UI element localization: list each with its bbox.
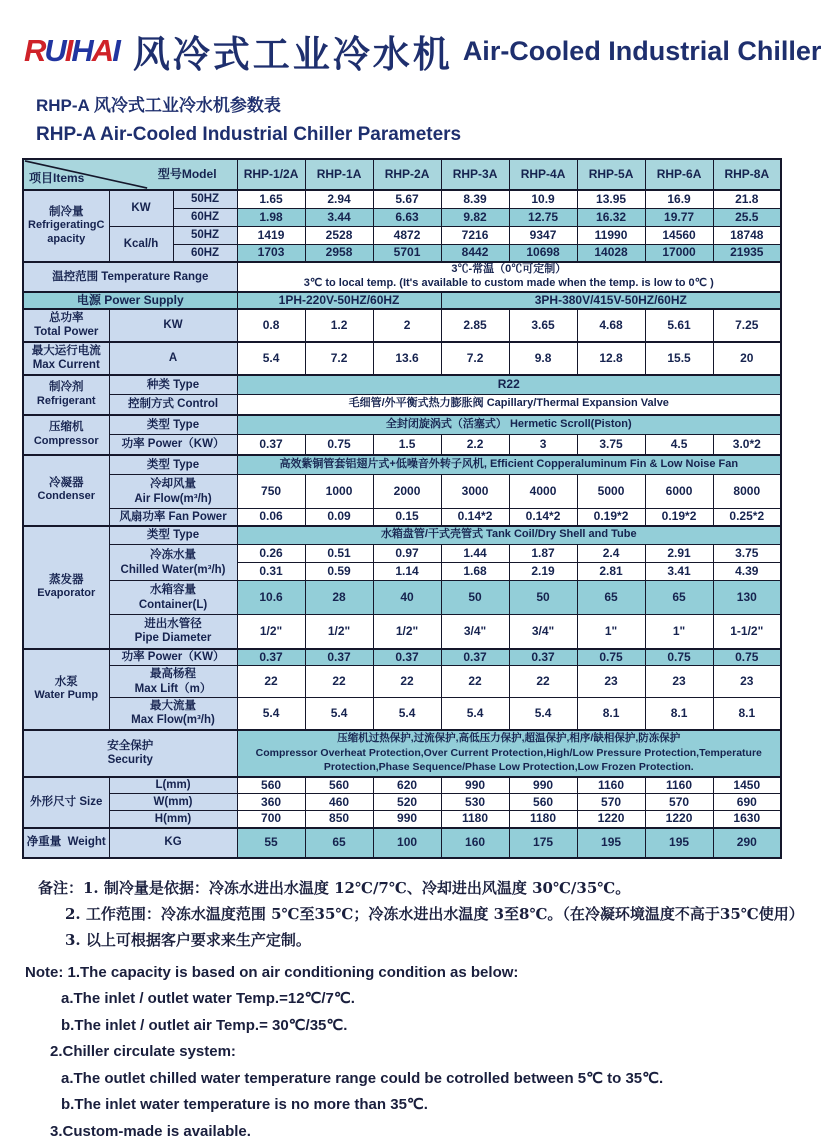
value-cell: 17000 (645, 244, 713, 262)
value-cell: 0.59 (305, 563, 373, 581)
label-chilled-water: 冷冻水量 Chilled Water(m³/h) (109, 545, 237, 581)
value-cell: 0.75 (577, 649, 645, 666)
value-cell: 23 (577, 666, 645, 698)
model-header: RHP-3A (441, 159, 509, 190)
unit-label-kcal: Kcal/h (109, 226, 173, 262)
value-cell: 1450 (713, 777, 781, 794)
section-label-condenser: 冷凝器 Condenser (23, 455, 109, 526)
value-cell: 460 (305, 794, 373, 811)
value-cell: 2958 (305, 244, 373, 262)
value-cell: 1/2" (237, 615, 305, 649)
note-line: a.The outlet chilled water temperature range could be cotrolled between 5℃ to 35℃. (25, 1066, 800, 1093)
value-cell: 3 (509, 435, 577, 455)
table-row (23, 455, 781, 475)
unit-label-kw: KW (109, 190, 173, 226)
value-cell: 1-1/2" (713, 615, 781, 649)
value-cell: 7.25 (713, 309, 781, 342)
value-cell: 5.4 (373, 698, 441, 730)
value-cell: 360 (237, 794, 305, 811)
label-max-current: 最大运行电流 Max Current (23, 342, 109, 375)
notes-english (25, 960, 800, 1145)
label-max-lift: 最高杨程 Max Lift（m） (109, 666, 237, 698)
table-row (23, 666, 781, 698)
label-width: W(mm) (109, 794, 237, 811)
value-cell: 1220 (577, 811, 645, 828)
value-cell: 3.0*2 (713, 435, 781, 455)
value-cell: 40 (373, 581, 441, 615)
table-row (23, 581, 781, 615)
logo-letter: A (92, 33, 112, 68)
value-cell: 8.1 (645, 698, 713, 730)
value-cell: 1.44 (441, 545, 509, 563)
value-cell: 520 (373, 794, 441, 811)
label-total-power: 总功率 Total Power (23, 309, 109, 342)
note-line: 2. 工作范围：冷冻水温度范围 5℃至35℃；冷冻水进出水温度 3至8℃。（在冷凝环境温度不高于35℃使用） (38, 901, 800, 927)
table-row (23, 509, 781, 526)
label-refrigerant-control: 控制方式 Control (109, 395, 237, 415)
value-cell: 5.4 (509, 698, 577, 730)
security-value: 压缩机过热保护,过流保护,高低压力保护,超温保护,相序/缺相保护,防冻保护 Compressor Overheat Protection,Over Current Protection,High/Low Pressure Protection,Temperature Protection,Phase Sequence/Phase Low Protection,Low Frozen Protection. (237, 730, 781, 777)
table-row (23, 190, 781, 208)
label-security: 安全保护 Security (23, 730, 237, 777)
value-cell: 560 (509, 794, 577, 811)
notes-chinese (38, 875, 800, 953)
value-cell: 5701 (373, 244, 441, 262)
value-cell: 18748 (713, 226, 781, 244)
value-cell: 690 (713, 794, 781, 811)
unit-label-kg: KG (109, 828, 237, 858)
value-cell: 10.9 (509, 190, 577, 208)
value-cell: 5.67 (373, 190, 441, 208)
value-cell: 10698 (509, 244, 577, 262)
value-cell: 195 (577, 828, 645, 858)
value-cell: 8.1 (713, 698, 781, 730)
value-cell: 50 (509, 581, 577, 615)
value-cell: 700 (237, 811, 305, 828)
note-line: 3. 以上可根据客户要求来生产定制。 (38, 927, 800, 953)
power-supply-3ph: 3PH-380V/415V-50HZ/60HZ (441, 292, 781, 309)
value-cell: 750 (237, 475, 305, 509)
value-cell: 0.14*2 (509, 509, 577, 526)
value-cell: 6000 (645, 475, 713, 509)
value-cell: 2.81 (577, 563, 645, 581)
value-cell: 22 (237, 666, 305, 698)
table-row (23, 342, 781, 375)
value-cell: 0.75 (305, 435, 373, 455)
evaporator-type-value: 水箱盘管/干式壳管式 Tank Coil/Dry Shell and Tube (237, 526, 781, 545)
note-line: Note: 1.The capacity is based on air conditioning condition as below: (25, 960, 800, 987)
value-cell: 1" (645, 615, 713, 649)
logo-letter: U (44, 33, 64, 68)
table-row (23, 615, 781, 649)
value-cell: 5.4 (441, 698, 509, 730)
value-cell: 23 (713, 666, 781, 698)
value-cell: 2.94 (305, 190, 373, 208)
value-cell: 175 (509, 828, 577, 858)
label-pump-power: 功率 Power（KW） (109, 649, 237, 666)
value-cell: 5.4 (237, 342, 305, 375)
value-cell: 9.8 (509, 342, 577, 375)
table-row (23, 375, 781, 395)
value-cell: 25.5 (713, 208, 781, 226)
value-cell: 1703 (237, 244, 305, 262)
table-row (23, 698, 781, 730)
value-cell: 3.44 (305, 208, 373, 226)
label-height: H(mm) (109, 811, 237, 828)
label-temp-range: 温控范围 Temperature Range (23, 262, 237, 292)
model-header: RHP-2A (373, 159, 441, 190)
parameters-table (22, 158, 782, 859)
value-cell: 16.9 (645, 190, 713, 208)
freq-label-50hz: 50HZ (173, 226, 237, 244)
note-line: b.The inlet / outlet air Temp.= 30℃/35℃. (25, 1013, 800, 1040)
label-max-flow: 最大流量 Max Flow(m³/h) (109, 698, 237, 730)
table-row (23, 811, 781, 828)
value-cell: 2.2 (441, 435, 509, 455)
table-row (23, 730, 781, 777)
value-cell: 130 (713, 581, 781, 615)
label-evaporator-type: 类型 Type (109, 526, 237, 545)
value-cell: 0.14*2 (441, 509, 509, 526)
value-cell: 3000 (441, 475, 509, 509)
value-cell: 850 (305, 811, 373, 828)
value-cell: 0.26 (237, 545, 305, 563)
logo-letter: H (71, 33, 91, 68)
power-supply-1ph: 1PH-220V-50HZ/60HZ (237, 292, 441, 309)
value-cell: 0.37 (237, 649, 305, 666)
value-cell: 560 (237, 777, 305, 794)
label-air-flow: 冷却风量 Air Flow(m³/h) (109, 475, 237, 509)
value-cell: 7216 (441, 226, 509, 244)
label-power-supply: 电源 Power Supply (23, 292, 237, 309)
corner-model-label: 型号Model (158, 167, 217, 182)
value-cell: 65 (305, 828, 373, 858)
value-cell: 5000 (577, 475, 645, 509)
value-cell: 1.65 (237, 190, 305, 208)
condenser-type-value: 高效紫铜管套铝翅片式+低噪音外转子风机, Efficient Copperaluminum Fin & Low Noise Fan (237, 455, 781, 475)
value-cell: 0.25*2 (713, 509, 781, 526)
table-row (23, 794, 781, 811)
section-label-size: 外形尺寸 Size (23, 777, 109, 828)
value-cell: 3.75 (577, 435, 645, 455)
value-cell: 65 (577, 581, 645, 615)
compressor-type-value: 全封闭旋涡式（活塞式） Hermetic Scroll(Piston) (237, 415, 781, 435)
value-cell: 2.19 (509, 563, 577, 581)
value-cell: 560 (305, 777, 373, 794)
unit-label-kw: KW (109, 309, 237, 342)
unit-label-a: A (109, 342, 237, 375)
label-pipe-diameter: 进出水管径 Pipe Diameter (109, 615, 237, 649)
value-cell: 1/2" (305, 615, 373, 649)
value-cell: 1180 (441, 811, 509, 828)
value-cell: 2.91 (645, 545, 713, 563)
value-cell: 5.4 (305, 698, 373, 730)
table-row (23, 292, 781, 309)
table-row (23, 475, 781, 509)
value-cell: 1220 (645, 811, 713, 828)
label-compressor-type: 类型 Type (109, 415, 237, 435)
value-cell: 0.75 (713, 649, 781, 666)
value-cell: 8000 (713, 475, 781, 509)
value-cell: 990 (373, 811, 441, 828)
section-label-capacity: 制冷量 RefrigeratingCapacity (23, 190, 109, 262)
value-cell: 4.68 (577, 309, 645, 342)
value-cell: 530 (441, 794, 509, 811)
value-cell: 5.61 (645, 309, 713, 342)
value-cell: 4.39 (713, 563, 781, 581)
value-cell: 0.09 (305, 509, 373, 526)
value-cell: 0.37 (441, 649, 509, 666)
value-cell: 14028 (577, 244, 645, 262)
value-cell: 2528 (305, 226, 373, 244)
value-cell: 0.37 (305, 649, 373, 666)
value-cell: 1000 (305, 475, 373, 509)
label-container: 水箱容量 Container(L) (109, 581, 237, 615)
model-header: RHP-6A (645, 159, 713, 190)
page-title-en: Air-Cooled Industrial Chiller (463, 36, 821, 67)
value-cell: 22 (509, 666, 577, 698)
label-length: L(mm) (109, 777, 237, 794)
value-cell: 620 (373, 777, 441, 794)
value-cell: 0.37 (373, 649, 441, 666)
value-cell: 2.85 (441, 309, 509, 342)
value-cell: 22 (305, 666, 373, 698)
table-row (23, 828, 781, 858)
model-header: RHP-1/2A (237, 159, 305, 190)
value-cell: 0.15 (373, 509, 441, 526)
model-header: RHP-5A (577, 159, 645, 190)
value-cell: 290 (713, 828, 781, 858)
freq-label-60hz: 60HZ (173, 208, 237, 226)
value-cell: 0.19*2 (577, 509, 645, 526)
table-row (23, 777, 781, 794)
note-line: b.The inlet water temperature is no more than 35℃. (25, 1092, 800, 1119)
value-cell: 100 (373, 828, 441, 858)
label-condenser-type: 类型 Type (109, 455, 237, 475)
temp-range-value: 3℃-常温（0℃可定制） 3℃ to local temp. (It's available to custom made when the temp. is low to 0℃ ) (237, 262, 781, 292)
value-cell: 1" (577, 615, 645, 649)
value-cell: 4000 (509, 475, 577, 509)
value-cell: 990 (441, 777, 509, 794)
value-cell: 7.2 (441, 342, 509, 375)
value-cell: 3/4" (509, 615, 577, 649)
label-fan-power: 风扇功率 Fan Power (109, 509, 237, 526)
model-header: RHP-8A (713, 159, 781, 190)
value-cell: 1.87 (509, 545, 577, 563)
value-cell: 19.77 (645, 208, 713, 226)
value-cell: 16.32 (577, 208, 645, 226)
value-cell: 1.5 (373, 435, 441, 455)
note-line: a.The inlet / outlet water Temp.=12℃/7℃. (25, 986, 800, 1013)
value-cell: 13.95 (577, 190, 645, 208)
table-row (23, 395, 781, 415)
value-cell: 1.98 (237, 208, 305, 226)
section-label-evaporator: 蒸发器 Evaporator (23, 526, 109, 649)
value-cell: 1419 (237, 226, 305, 244)
table-row (23, 309, 781, 342)
value-cell: 2.4 (577, 545, 645, 563)
model-header: RHP-4A (509, 159, 577, 190)
value-cell: 65 (645, 581, 713, 615)
value-cell: 0.37 (509, 649, 577, 666)
section-label-refrigerant: 制冷剂 Refrigerant (23, 375, 109, 415)
value-cell: 1.68 (441, 563, 509, 581)
value-cell: 14560 (645, 226, 713, 244)
value-cell: 0.19*2 (645, 509, 713, 526)
ruihai-logo (24, 33, 119, 69)
value-cell: 21.8 (713, 190, 781, 208)
value-cell: 3.41 (645, 563, 713, 581)
value-cell: 160 (441, 828, 509, 858)
table-row (23, 226, 781, 244)
refrigerant-type-value: R22 (237, 375, 781, 395)
value-cell: 9.82 (441, 208, 509, 226)
value-cell: 10.6 (237, 581, 305, 615)
subtitle-zh: RHP-A 风冷式工业冷水机参数表 (36, 91, 800, 116)
table-corner-cell (23, 159, 237, 190)
label-weight: 净重量 Weight (23, 828, 109, 858)
freq-label-50hz: 50HZ (173, 190, 237, 208)
value-cell: 1/2" (373, 615, 441, 649)
label-refrigerant-kind: 种类 Type (109, 375, 237, 395)
value-cell: 8442 (441, 244, 509, 262)
value-cell: 0.31 (237, 563, 305, 581)
value-cell: 570 (577, 794, 645, 811)
value-cell: 0.75 (645, 649, 713, 666)
corner-items-label: 项目Items (29, 171, 84, 186)
value-cell: 0.8 (237, 309, 305, 342)
value-cell: 2 (373, 309, 441, 342)
value-cell: 12.8 (577, 342, 645, 375)
value-cell: 9347 (509, 226, 577, 244)
value-cell: 3.65 (509, 309, 577, 342)
value-cell: 1160 (577, 777, 645, 794)
value-cell: 23 (645, 666, 713, 698)
value-cell: 2000 (373, 475, 441, 509)
value-cell: 22 (373, 666, 441, 698)
table-header-row (23, 159, 781, 190)
table-row (23, 415, 781, 435)
value-cell: 6.63 (373, 208, 441, 226)
value-cell: 1.14 (373, 563, 441, 581)
value-cell: 21935 (713, 244, 781, 262)
value-cell: 11990 (577, 226, 645, 244)
refrigerant-control-value: 毛细管/外平衡式热力膨胀阀 Capillary/Thermal Expansion Valve (237, 395, 781, 415)
value-cell: 12.75 (509, 208, 577, 226)
logo-letter: R (24, 33, 44, 68)
logo-letter: I (112, 33, 119, 68)
value-cell: 1160 (645, 777, 713, 794)
value-cell: 55 (237, 828, 305, 858)
value-cell: 1.2 (305, 309, 373, 342)
value-cell: 570 (645, 794, 713, 811)
value-cell: 22 (441, 666, 509, 698)
page-header (0, 0, 800, 78)
value-cell: 0.06 (237, 509, 305, 526)
subtitle-en: RHP-A Air-Cooled Industrial Chiller Parameters (36, 124, 800, 146)
table-row (23, 526, 781, 545)
value-cell: 20 (713, 342, 781, 375)
value-cell: 0.97 (373, 545, 441, 563)
table-row (23, 649, 781, 666)
model-header: RHP-1A (305, 159, 373, 190)
section-label-water-pump: 水泵 Water Pump (23, 649, 109, 730)
label-compressor-power: 功率 Power（KW） (109, 435, 237, 455)
section-label-compressor: 压缩机 Compressor (23, 415, 109, 455)
value-cell: 1180 (509, 811, 577, 828)
freq-label-60hz: 60HZ (173, 244, 237, 262)
value-cell: 13.6 (373, 342, 441, 375)
value-cell: 0.37 (237, 435, 305, 455)
value-cell: 5.4 (237, 698, 305, 730)
note-line: 3.Custom-made is available. (25, 1119, 800, 1145)
value-cell: 28 (305, 581, 373, 615)
value-cell: 7.2 (305, 342, 373, 375)
logo-letter: I (65, 33, 72, 68)
value-cell: 50 (441, 581, 509, 615)
note-line: 2.Chiller circulate system: (25, 1039, 800, 1066)
value-cell: 3/4" (441, 615, 509, 649)
table-row (23, 435, 781, 455)
page-title-zh: 风冷式工业冷水机 (133, 24, 453, 78)
value-cell: 990 (509, 777, 577, 794)
note-line: 备注：1. 制冷量是依据：冷冻水进出水温度 12℃/7℃、冷却进出风温度 30℃/35℃。 (38, 875, 800, 901)
value-cell: 0.51 (305, 545, 373, 563)
table-row (23, 545, 781, 563)
value-cell: 4872 (373, 226, 441, 244)
value-cell: 8.1 (577, 698, 645, 730)
value-cell: 1630 (713, 811, 781, 828)
value-cell: 195 (645, 828, 713, 858)
value-cell: 15.5 (645, 342, 713, 375)
table-row (23, 262, 781, 292)
value-cell: 4.5 (645, 435, 713, 455)
value-cell: 8.39 (441, 190, 509, 208)
value-cell: 3.75 (713, 545, 781, 563)
